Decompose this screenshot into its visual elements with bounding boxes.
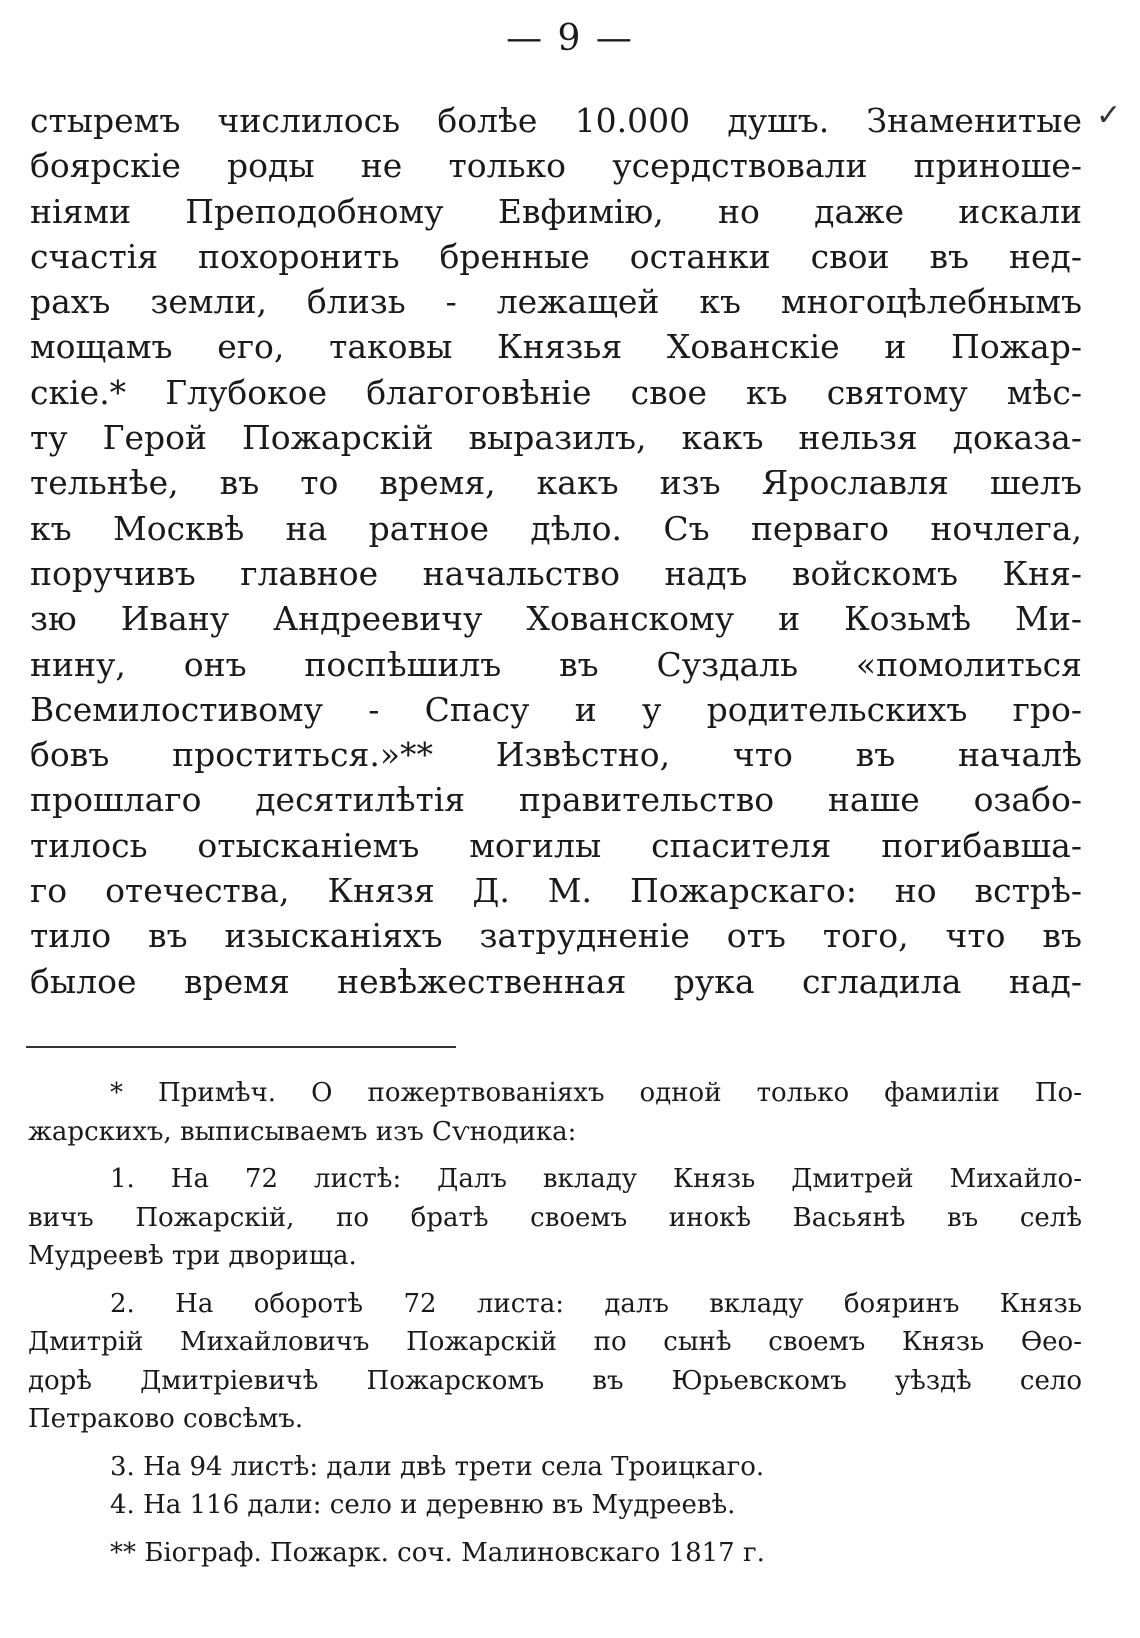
- main-text: [30, 98, 1082, 1004]
- footnote-line: Мудреевѣ три дворища.: [28, 1241, 357, 1271]
- text-line: Всемилостивому - Спасу и у родительскихъ гро-: [30, 689, 1082, 729]
- footnote-line: вичъ Пожарскій, по братѣ своемъ инокѣ Васьянѣ въ селѣ: [28, 1202, 1082, 1233]
- footnote-line: Петраково совсѣмъ.: [28, 1404, 304, 1434]
- text-line: ніями Преподобному Евфимію, но даже искали: [30, 191, 1082, 231]
- text-line: къ Москвѣ на ратное дѣло. Съ перваго ночлега,: [30, 508, 1082, 548]
- footnote-line: * Примѣч. О пожертвованіяхъ одной только фамиліи По-: [110, 1078, 1082, 1108]
- footnote-line: 2. На оборотѣ 72 листа: далъ вкладу бояринъ Князь: [110, 1288, 1082, 1319]
- text-line: ту Герой Пожарскій выразилъ, какъ нельзя доказа-: [30, 418, 1082, 458]
- text-line: стыремъ числилось болѣе 10.000 душъ. Знаменитые: [30, 101, 1082, 140]
- text-line: тельнѣе, въ то время, какъ изъ Ярославля шелъ: [30, 463, 1082, 503]
- footnote-line: ** Біограф. Пожарк. соч. Малиновскаго 1817 г.: [110, 1537, 765, 1568]
- footnote-line: 4. На 116 дали: село и деревню въ Мудреевѣ.: [110, 1490, 736, 1520]
- footnote-line: жарскихъ, выписываемъ изъ Сѵнодика:: [28, 1116, 577, 1147]
- footnote-divider: [26, 1046, 456, 1048]
- text-line: рахъ земли, близь - лежащей къ многоцѣлебнымъ: [30, 282, 1082, 322]
- text-line: боярскіе роды не только усердствовали приноше-: [30, 146, 1082, 186]
- text-line: поручивъ главное начальство надъ войскомъ Кня-: [30, 553, 1082, 593]
- text-line: скіе.* Глубокое благоговѣніе свое къ святому мѣс-: [30, 372, 1082, 412]
- footnote-line: 1. На 72 листѣ: Далъ вкладу Князь Дмитрей Михайло-: [110, 1164, 1082, 1194]
- footnote-line: 3. На 94 листѣ: дали двѣ трети села Троицкаго.: [110, 1451, 765, 1482]
- page-number: — 9 —: [506, 18, 634, 59]
- text-line: нину, онъ поспѣшилъ въ Суздаль «помолиться: [30, 644, 1082, 684]
- text-line: тило въ изысканіяхъ затрудненіе отъ того, что въ: [30, 916, 1082, 956]
- footnote-line: дорѣ Дмитріевичѣ Пожарскомъ въ Юрьевскомъ уѣздѣ село: [28, 1365, 1082, 1396]
- text-line: былое время невѣжественная рука сгладила над-: [30, 961, 1082, 1001]
- text-line: зю Ивану Андреевичу Хованскому и Козьмѣ Ми-: [30, 599, 1082, 639]
- text-line: бовъ проститься.»** Извѣстно, что въ началѣ: [30, 735, 1082, 775]
- text-line: мощамъ его, таковы Князья Хованскіе и Пожар-: [30, 327, 1082, 367]
- text-line: го отечества, Князя Д. М. Пожарскаго: но встрѣ-: [30, 871, 1082, 911]
- text-line: тилось отысканіемъ могилы спасителя погибавша-: [30, 825, 1082, 865]
- footnote-line: Дмитрій Михайловичъ Пожарскій по сынѣ своемъ Князь Ѳео-: [28, 1327, 1082, 1357]
- text-line: счастія похоронить бренные останки свои въ нед-: [30, 236, 1082, 276]
- footnotes: [28, 1074, 1082, 1572]
- margin-check-mark: ✓: [1096, 98, 1122, 133]
- text-line: прошлаго десятилѣтія правительство наше озабо-: [30, 780, 1082, 820]
